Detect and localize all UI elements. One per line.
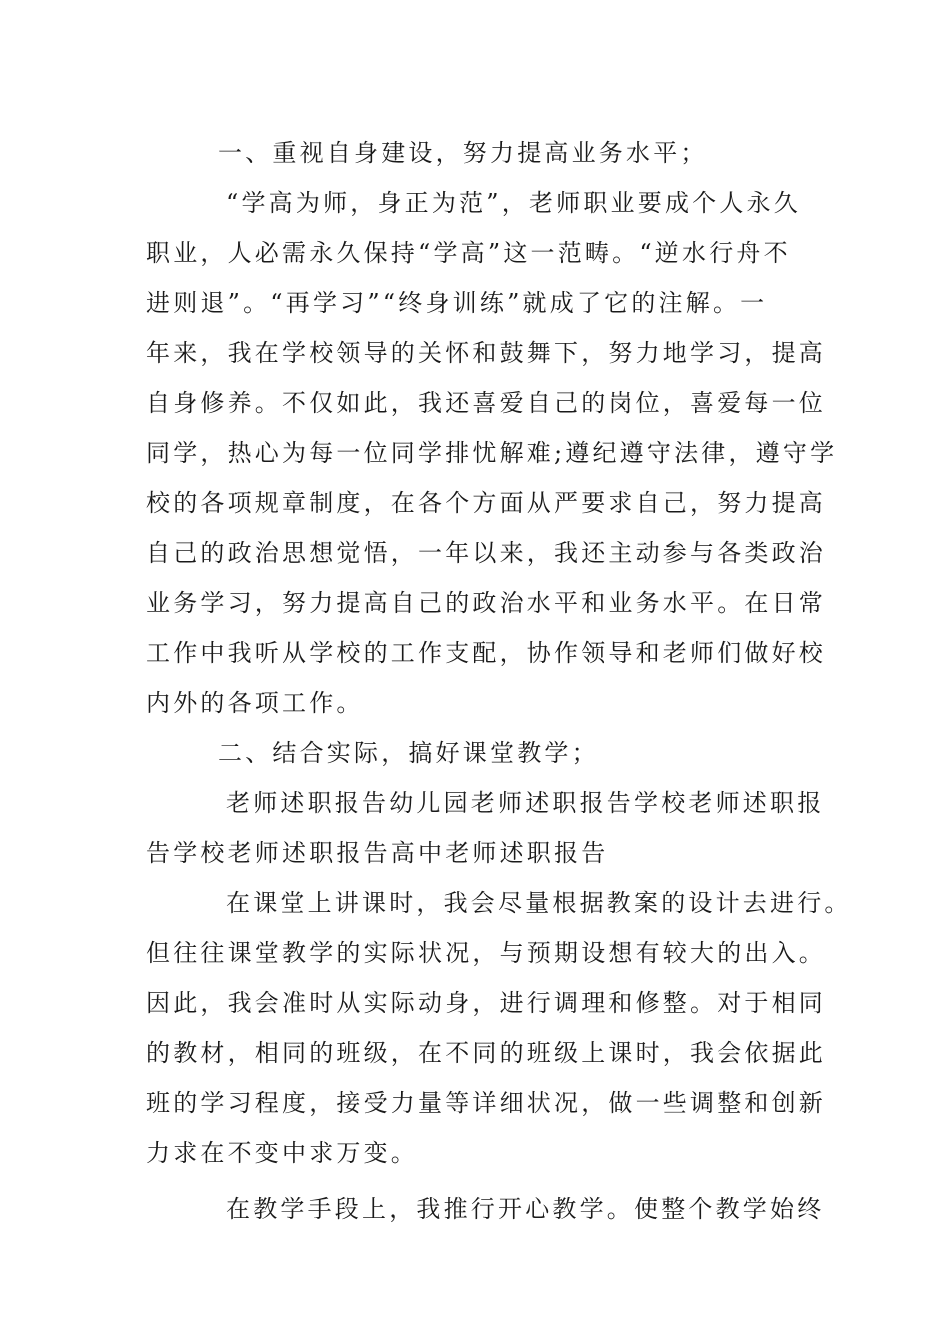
paragraph-line: 业务学习，努力提高自己的政治水平和业务水平。在日常 — [146, 589, 826, 617]
paragraph-line: 自身修养。不仅如此，我还喜爱自己的岗位，喜爱每一位 — [146, 389, 826, 417]
section-heading-1: 一、重视自身建设，努力提高业务水平； — [218, 139, 708, 167]
paragraph-line: 同学，热心为每一位同学排忧解难;遵纪遵守法律，遵守学 — [146, 439, 838, 467]
paragraph-line: 进则退”。“再学习”“终身训练”就成了它的注解。一 — [146, 289, 768, 317]
paragraph-line: 内外的各项工作。 — [146, 689, 364, 717]
paragraph-line: 校的各项规章制度，在各个方面从严要求自己，努力提高 — [146, 489, 826, 517]
section-heading-2: 二、结合实际，搞好课堂教学； — [218, 739, 599, 767]
paragraph-line: 年来，我在学校领导的关怀和鼓舞下，努力地学习，提高 — [146, 339, 826, 367]
paragraph-line: 因此，我会准时从实际动身，进行调理和修整。对于相同 — [146, 989, 826, 1017]
paragraph-line: 在教学手段上，我推行开心教学。使整个教学始终 — [226, 1195, 825, 1223]
paragraph-line: 职业，人必需永久保持“学高”这一范畴。“逆水行舟不 — [146, 239, 791, 267]
paragraph-line: 力求在不变中求万变。 — [146, 1139, 418, 1167]
paragraph-line: 老师述职报告幼儿园老师述职报告学校老师述职报 — [226, 789, 825, 817]
paragraph-related-titles — [146, 778, 826, 878]
paragraph-line: “学高为师，身正为范”，老师职业要成个人永久 — [226, 189, 801, 217]
paragraph-teaching-methods — [146, 1184, 826, 1234]
document-body — [146, 128, 852, 1234]
paragraph-line: 告学校老师述职报告高中老师述职报告 — [146, 839, 609, 867]
paragraph-classroom-teaching — [146, 878, 852, 1178]
paragraph-line: 的教材，相同的班级，在不同的班级上课时，我会依据此 — [146, 1039, 826, 1067]
paragraph-line: 但往往课堂教学的实际状况，与预期设想有较大的出入。 — [146, 939, 826, 967]
paragraph-line: 在课堂上讲课时，我会尽量根据教案的设计去进行。 — [226, 889, 852, 917]
paragraph-line: 班的学习程度，接受力量等详细状况，做一些调整和创新 — [146, 1089, 826, 1117]
paragraph-self-improvement — [146, 178, 838, 728]
paragraph-line: 自己的政治思想觉悟，一年以来，我还主动参与各类政治 — [146, 539, 826, 567]
paragraph-line: 工作中我听从学校的工作支配，协作领导和老师们做好校 — [146, 639, 826, 667]
